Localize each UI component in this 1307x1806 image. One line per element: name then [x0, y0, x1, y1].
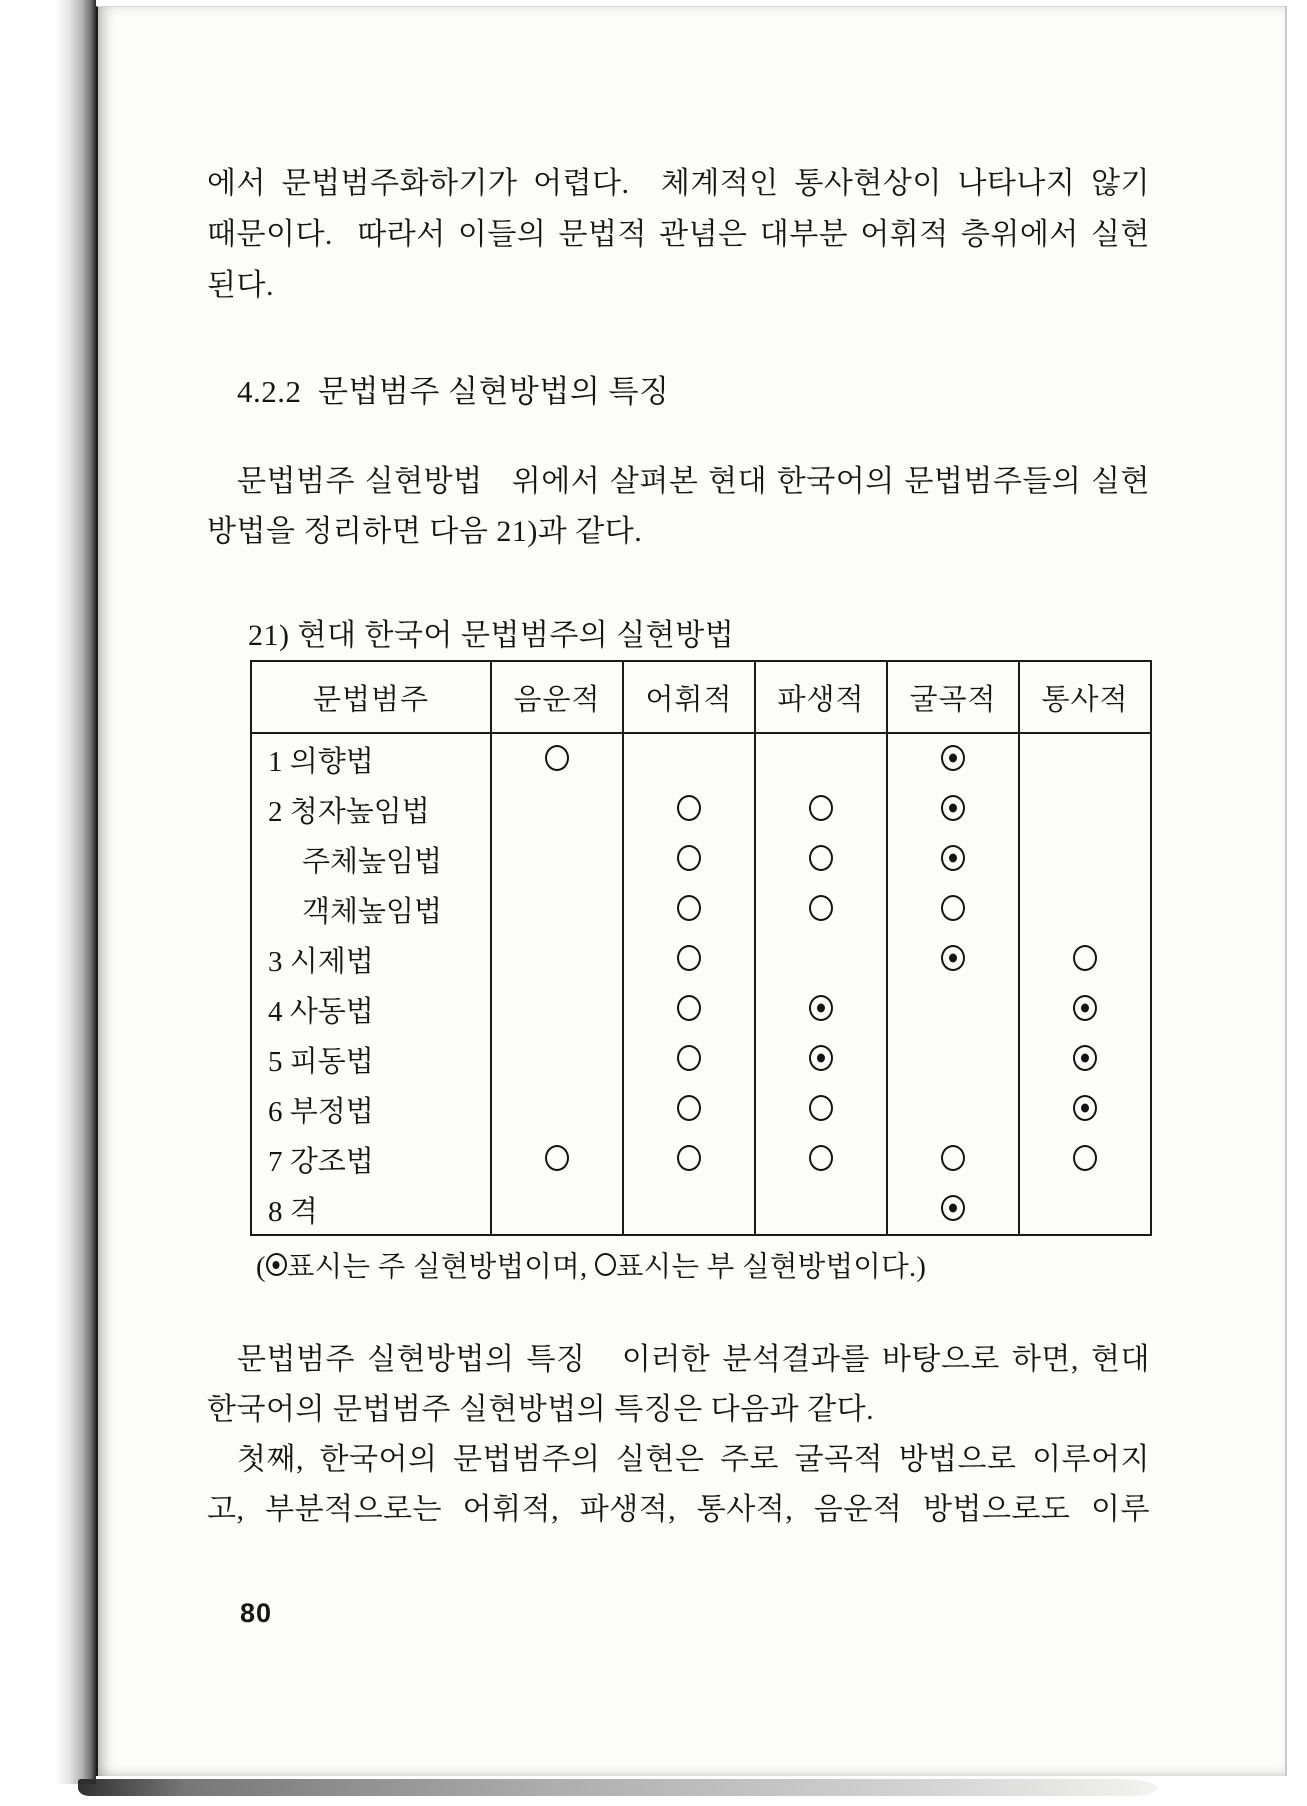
column-header: 어휘적: [623, 661, 755, 733]
mark-cell: [887, 984, 1019, 1034]
mark-cell: [1019, 934, 1151, 984]
mark-cell: [623, 784, 755, 834]
mark-cell: [623, 1184, 755, 1235]
mark-cell: [1019, 784, 1151, 834]
row-label: 8 격: [268, 1195, 318, 1228]
column-header: 파생적: [755, 661, 887, 733]
row-label: 6 부정법: [268, 1095, 374, 1128]
table-row: [251, 1034, 1151, 1084]
minor-mark-icon: [809, 1145, 833, 1171]
mark-cell: [1019, 1084, 1151, 1134]
minor-mark-icon: [941, 1145, 965, 1171]
row-label: 7 강조법: [268, 1145, 374, 1178]
row-label: 객체높임법: [302, 895, 443, 928]
table-note: [256, 1244, 926, 1285]
minor-mark-icon: [677, 1145, 701, 1171]
minor-mark-icon: [1073, 1145, 1097, 1171]
mark-cell: [755, 1084, 887, 1134]
table-row: [251, 1184, 1151, 1235]
mark-cell: [887, 1134, 1019, 1184]
mark-cell: [491, 733, 623, 784]
major-mark-icon: [809, 1045, 833, 1071]
mark-cell: [623, 1134, 755, 1184]
section-heading: 4.2.2 문법범주 실현방법의 특징: [237, 374, 670, 409]
minor-mark-icon: [941, 895, 965, 921]
mark-cell: [1019, 1184, 1151, 1235]
mark-cell: [755, 884, 887, 934]
mark-cell: [887, 884, 1019, 934]
mark-cell: [623, 884, 755, 934]
minor-mark-icon: [677, 895, 701, 921]
major-mark-icon: [941, 795, 965, 821]
column-header: 굴곡적: [887, 661, 1019, 733]
mark-cell: [755, 784, 887, 834]
major-mark-icon: [941, 945, 965, 971]
table-row: [251, 884, 1151, 934]
minor-mark-icon: [809, 795, 833, 821]
minor-mark-icon: [809, 845, 833, 871]
row-label: 4 사동법: [268, 995, 374, 1028]
major-mark-icon: [1073, 995, 1097, 1021]
text-line: 에서 문법범주화하기가 어렵다. 체계적인 통사현상이 나타나지 않기: [207, 167, 1150, 200]
text-line: 방법을 정리하면 다음 21)과 같다.: [207, 515, 643, 548]
mark-cell: [491, 1184, 623, 1235]
row-label: 5 피동법: [268, 1045, 374, 1078]
mark-cell: [887, 1034, 1019, 1084]
table-body: [251, 733, 1151, 1235]
mark-cell: [491, 1034, 623, 1084]
table-caption: 21) 현대 한국어 문법범주의 실현방법: [248, 619, 735, 652]
mark-cell: [1019, 1034, 1151, 1084]
minor-mark-icon: [545, 1145, 569, 1171]
minor-mark-icon: [677, 1045, 701, 1071]
mark-cell: [1019, 984, 1151, 1034]
mark-cell: [491, 984, 623, 1034]
minor-mark-icon: [595, 1253, 616, 1276]
major-mark-icon: [941, 745, 965, 771]
major-mark-icon: [941, 1195, 965, 1221]
minor-mark-icon: [677, 1095, 701, 1121]
table-row: [251, 934, 1151, 984]
mark-cell: [755, 1134, 887, 1184]
major-mark-icon: [1073, 1095, 1097, 1121]
mark-cell: [755, 733, 887, 784]
mark-cell: [1019, 733, 1151, 784]
table-row: [251, 733, 1151, 784]
table-row: [251, 784, 1151, 834]
paragraph-continuation: [207, 158, 1150, 311]
minor-mark-icon: [677, 845, 701, 871]
mark-cell: [755, 834, 887, 884]
minor-mark-icon: [545, 745, 569, 771]
row-label: 3 시제법: [268, 945, 374, 978]
text-line: 첫째, 한국어의 문법범주의 실현은 주로 굴곡적 방법으로 이루어지: [237, 1443, 1150, 1476]
mark-cell: [623, 1034, 755, 1084]
mark-cell: [623, 1084, 755, 1134]
mark-cell: [491, 784, 623, 834]
table-header-row: [251, 661, 1151, 733]
major-mark-icon: [266, 1253, 287, 1276]
mark-cell: [623, 984, 755, 1034]
mark-cell: [1019, 834, 1151, 884]
text-line: 때문이다. 따라서 이들의 문법적 관념은 대부분 어휘적 층위에서 실현: [207, 218, 1150, 251]
major-mark-icon: [809, 995, 833, 1021]
mark-cell: [887, 784, 1019, 834]
mark-cell: [887, 733, 1019, 784]
text-line: 문법범주 실현방법 위에서 살펴본 현대 한국어의 문법범주들의 실현: [237, 465, 1150, 498]
table-row: [251, 1134, 1151, 1184]
mark-cell: [1019, 884, 1151, 934]
mark-cell: [491, 934, 623, 984]
mark-cell: [887, 1184, 1019, 1235]
mark-cell: [887, 934, 1019, 984]
mark-cell: [887, 834, 1019, 884]
minor-mark-icon: [1073, 945, 1097, 971]
row-label: 1 의향법: [268, 745, 374, 778]
major-mark-icon: [941, 845, 965, 871]
minor-mark-icon: [809, 1095, 833, 1121]
mark-cell: [755, 1184, 887, 1235]
mark-cell: [755, 934, 887, 984]
mark-cell: [491, 1134, 623, 1184]
text-line: 한국어의 문법범주 실현방법의 특징은 다음과 같다.: [207, 1393, 875, 1426]
note-text: 표시는 주 실현방법이며,: [286, 1252, 595, 1283]
page-number: 80: [240, 1598, 273, 1628]
mark-cell: [623, 733, 755, 784]
note-text: (: [256, 1252, 266, 1283]
row-label: 주체높임법: [302, 845, 443, 878]
minor-mark-icon: [677, 945, 701, 971]
mark-cell: [623, 934, 755, 984]
mark-cell: [491, 1084, 623, 1134]
mark-cell: [491, 884, 623, 934]
column-header: 음운적: [491, 661, 623, 733]
minor-mark-icon: [809, 895, 833, 921]
mark-cell: [491, 834, 623, 884]
mark-cell: [887, 1084, 1019, 1134]
minor-mark-icon: [677, 995, 701, 1021]
column-header: 문법범주: [251, 661, 491, 733]
mark-cell: [1019, 1134, 1151, 1184]
text-line: 된다.: [207, 269, 274, 302]
minor-mark-icon: [677, 795, 701, 821]
table-row: [251, 984, 1151, 1034]
note-text: 표시는 부 실현방법이다.): [615, 1252, 927, 1283]
paragraph: [207, 457, 1150, 557]
row-label: 2 청자높임법: [268, 795, 430, 828]
table-row: [251, 1084, 1151, 1134]
mark-cell: [755, 984, 887, 1034]
major-mark-icon: [1073, 1045, 1097, 1071]
text-line: 고, 부분적으로는 어휘적, 파생적, 통사적, 음운적 방법으로도 이루: [207, 1493, 1150, 1526]
text-line: 문법범주 실현방법의 특징 이러한 분석결과를 바탕으로 하면, 현대: [237, 1343, 1150, 1376]
mark-cell: [755, 1034, 887, 1084]
table-row: [251, 834, 1151, 884]
column-header: 통사적: [1019, 661, 1151, 733]
realization-methods-table: [250, 660, 1152, 1236]
mark-cell: [623, 834, 755, 884]
paragraph: [207, 1335, 1150, 1535]
